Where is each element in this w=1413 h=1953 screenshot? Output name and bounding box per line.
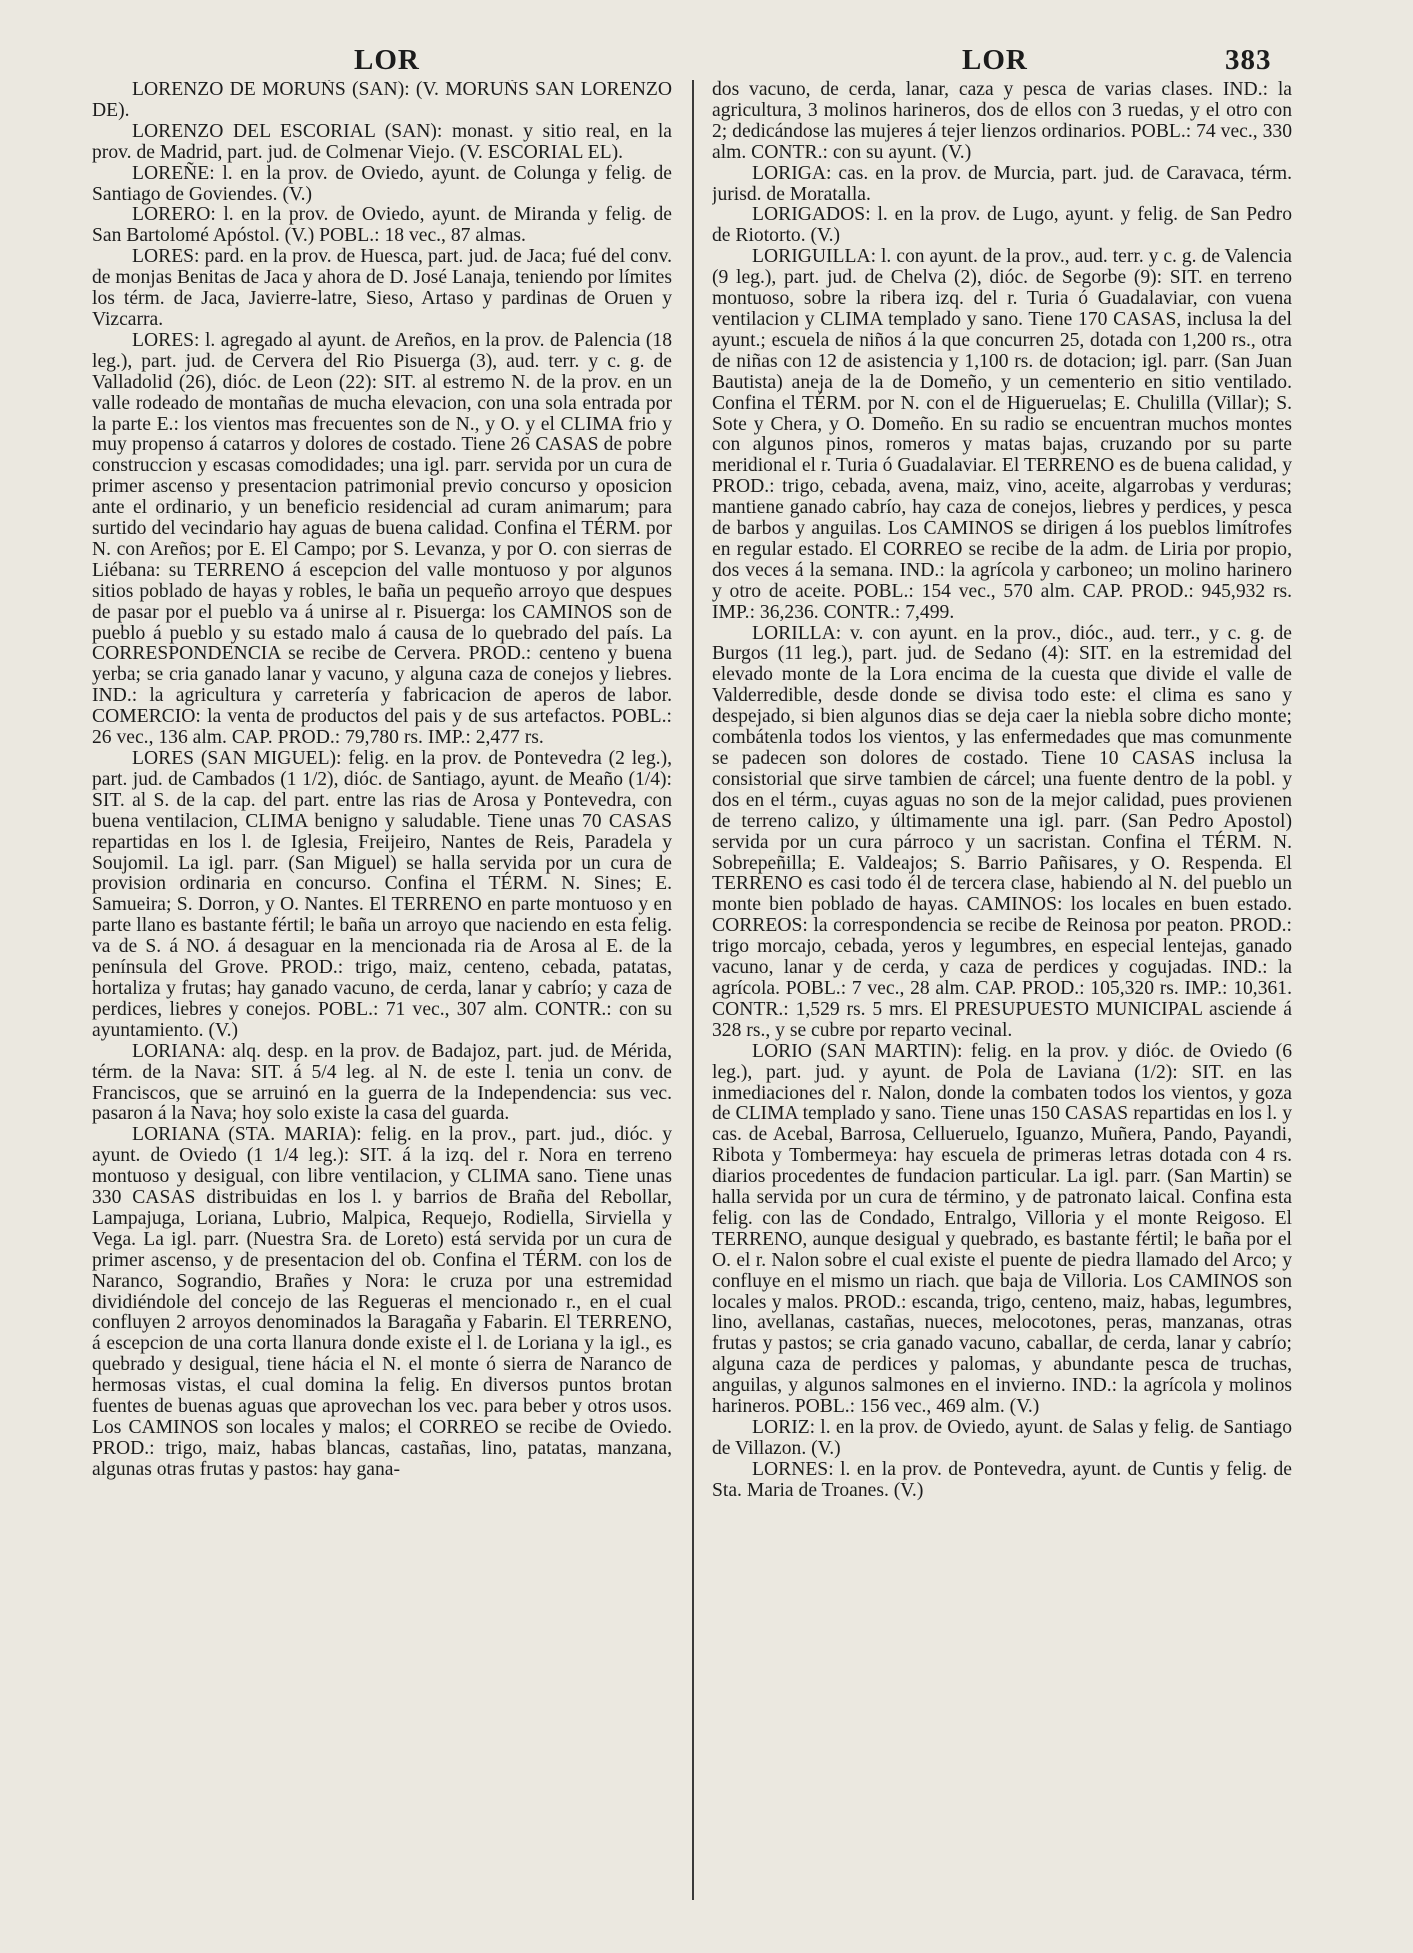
- entry-paragraph: LORIGA: cas. en la prov. de Murcia, part. jud. de Caravaca, térm. jurisd. de Moratalla.: [712, 162, 1292, 205]
- entry-paragraph: LORIANA: alq. desp. en la prov. de Badajoz, part. jud. de Mérida, térm. de la Nava: SIT. á 5/4 leg. al N. de este l. tenia un conv. de Franciscos, que se arruinó en la guerra de la Independencia: sus vec. pasaron á la Nava; hoy solo existe la casa del guarda.: [92, 1040, 672, 1125]
- entry-paragraph: LORES (SAN MIGUEL): felig. en la prov. de Pontevedra (2 leg.), part. jud. de Cambados (1 1/2), dióc. de Santiago, ayunt. de Meaño (1/4): SIT. al S. de la cap. del part. entre las rias de Arosa y Pontevedra, con buena ventilacion, CLIMA benigno y saludable. Tiene unas 70 CASAS repartidas en los l. de Iglesia, Freijeiro, Nantes de Reis, Paradela y Soujomil. La igl. parr. (San Miguel) se halla servida por un cura de provision ordinaria en concurso. Confina el TÉRM. N. Sines; E. Samueira; S. Dorron, y O. Nantes. El TERRENO en parte montuoso y en parte llano es bastante fértil; le baña un arroyo que naciendo en esta felig. va de S. á NO. á desaguar en la mencionada ria de Arosa al E. de la península del Grove. PROD.: trigo, maiz, centeno, cebada, patatas, hortaliza y frutas; hay ganado vacuno, de cerda, lanar y cabrío; y caza de perdices, liebres y conejos. POBL.: 71 vec., 307 alm. CONTR.: con su ayuntamiento. (V.): [92, 748, 672, 1041]
- entry-continuation: dos vacuno, de cerda, lanar, caza y pesca de varias clases. IND.: la agricultura, 3 molinos harineros, dos de ellos con 3 ruedas, y el otro con 2; dedicándose las mujeres á tejer lienzos ordinarios. POBL.: 74 vec., 330 alm. CONTR.: con su ayunt. (V.): [712, 80, 1292, 163]
- entry-paragraph: LORIO (SAN MARTIN): felig. en la prov. y dióc. de Oviedo (6 leg.), part. jud. y ayunt. de Pola de Laviana (1/2): SIT. en las inmediaciones del r. Nalon, donde la combaten todos los vientos, y goza de CLIMA templado y sano. Tiene unas 150 CASAS repartidas en los l. y cas. de Acebal, Barrosa, Cellueruelo, Iguanzo, Muñera, Pando, Payandi, Ribota y Tombermeya: hay escuela de primeras letras dotada con 4 rs. diarios procedentes de fundacion particular. La igl. parr. (San Martin) se halla servida por un cura de término, y de patronato laical. Confina esta felig. con las de Condado, Entralgo, Villoria y el monte Reigoso. El TERRENO, aunque desigual y quebrado, es bastante fértil; le baña por el O. el r. Nalon sobre el cual existe el puente de piedra llamado del Arco; y confluye en el mismo un riach. que baja de Villoria. Los CAMINOS son locales y malos. PROD.: escanda, trigo, centeno, maiz, habas, legumbres, lino, avellanas, castañas, nueces, melocotones, peras, manzanas, otras frutas y pastos; se cria ganado vacuno, caballar, de cerda, lanar y cabrío; alguna caza de perdices y palomas, y abundante pesca de truchas, anguilas, y algunos salmones en el invierno. IND.: la agrícola y molinos harineros. POBL.: 156 vec., 469 alm. (V.): [712, 1040, 1292, 1418]
- right-column: [712, 80, 1292, 1930]
- entry-paragraph: LORNES: l. en la prov. de Pontevedra, ayunt. de Cuntis y felig. de Sta. Maria de Troanes. (V.): [712, 1458, 1292, 1501]
- left-column: [92, 80, 672, 1930]
- entry-paragraph: LORIZ: l. en la prov. de Oviedo, ayunt. de Salas y felig. de Santiago de Villazon. (V.): [712, 1417, 1292, 1459]
- entry-paragraph: LORES: pard. en la prov. de Huesca, part. jud. de Jaca; fué del conv. de monjas Benitas de Jaca y ahora de D. José Lanaja, teniendo por límites los térm. de Jaca, Javierre-latre, Sieso, Artaso y pardinas de Oruen y Vizcarra.: [92, 246, 672, 330]
- entry-paragraph: LORES: l. agregado al ayunt. de Areños, en la prov. de Palencia (18 leg.), part. jud. de Cervera del Rio Pisuerga (3), aud. terr. y c. g. de Valladolid (26), dióc. de Leon (22): SIT. al estremo N. de la prov. en un valle rodeado de montañas de mucha elevacion, con una sola entrada por la parte E.: los vientos mas frecuentes son de N., y O. y el CLIMA frio y muy propenso á catarros y dolores de costado. Tiene 26 CASAS de pobre construccion y escasas comodidades; una igl. parr. servida por un cura de primer ascenso y presentacion patrimonial previo concurso y oposicion ante el ordinario, y un beneficio residencial ad curam animarum; para surtido del vecindario hay aguas de buena calidad. Confina el TÉRM. por N. con Areños; por E. El Campo; por S. Levanza, y por O. con sierras de Liébana: su TERRENO á escepcion del valle montuoso y por algunos sitios poblado de hayas y robles, le baña un pequeño arroyo que despues de pasar por el pueblo va á unirse al r. Pisuerga: los CAMINOS son de pueblo á pueblo y su estado malo á causa de lo quebrado del país. La CORRESPONDENCIA se recibe de Cervera. PROD.: centeno y buena yerba; se cria ganado lanar y vacuno, y alguna caza de conejos y liebres. IND.: la agricultura y carretería y fabricacion de aperos de labor. COMERCIO: la venta de productos del pais y de sus artefactos. POBL.: 26 vec., 136 alm. CAP. PROD.: 79,780 rs. IMP.: 2,477 rs.: [92, 329, 672, 749]
- entry-paragraph: LORERO: l. en la prov. de Oviedo, ayunt. de Miranda y felig. de San Bartolomé Apóstol. (V.) POBL.: 18 vec., 87 almas.: [92, 204, 672, 247]
- running-head-left: LOR: [354, 44, 420, 76]
- entry-paragraph: LORENZO DE MORUÑS (SAN): (V. MORUÑS SAN LORENZO DE).: [92, 80, 672, 121]
- running-head-center: LOR: [962, 44, 1028, 76]
- entry-paragraph: LORILLA: v. con ayunt. en la prov., dióc., aud. terr., y c. g. de Burgos (11 leg.), part. jud. de Sedano (4): SIT. en la estremidad del elevado monte de la Lora encima de la cuesta que divide el valle de Valderredible, desde donde se divisa todo este: el clima es sano y despejado, si bien algunos dias se deja caer la niebla sobre dicho monte; combátenla todos los vientos, y las enfermedades que mas comunmente se padecen son dolores de costado. Tiene 10 CASAS inclusa la consistorial que sirve tambien de cárcel; una fuente dentro de la pobl. y dos en el térm., cuyas aguas no son de la mejor calidad, pues provienen de terreno calizo, y últimamente una igl. parr. (San Pedro Apostol) servida por un cura párroco y un sacristan. Confina el TÉRM. N. Sobrepeñilla; E. Valdeajos; S. Barrio Pañisares, y O. Respenda. El TERRENO es casi todo él de tercera clase, habiendo al N. del pueblo un monte bien poblado de hayas. CAMINOS: los locales en buen estado. CORREOS: la correspondencia se recibe de Reinosa por peaton. PROD.: trigo morcajo, cebada, yeros y legumbres, en especial lentejas, ganado vacuno, lanar y de cerda, y caza de perdices y cogujadas. IND.: la agrícola. POBL.: 7 vec., 28 alm. CAP. PROD.: 105,320 rs. IMP.: 10,361. CONTR.: 1,529 rs. 5 mrs. El PRESUPUESTO MUNICIPAL asciende á 328 rs., y se cubre por reparto vecinal.: [712, 622, 1292, 1041]
- entry-paragraph: LORENZO DEL ESCORIAL (SAN): monast. y sitio real, en la prov. de Madrid, part. jud. de Colmenar Viejo. (V. ESCORIAL EL).: [92, 120, 672, 163]
- entry-paragraph: LOREÑE: l. en la prov. de Oviedo, ayunt. de Colunga y felig. de Santiago de Goviendes. (V.): [92, 162, 672, 205]
- entry-paragraph: LORIGUILLA: l. con ayunt. de la prov., aud. terr. y c. g. de Valencia (9 leg.), part. jud. de Chelva (2), dióc. de Segorbe (9): SIT. en terreno montuoso, sobre la ribera izq. del r. Turia ó Guadalaviar, con vuena ventilacion y CLIMA templado y sano. Tiene 170 CASAS, inclusa la del ayunt.; escuela de niños á la que concurren 25, dotada con 1,200 rs., otra de niñas con 12 de asistencia y 1,100 rs. de dotacion; igl. parr. (San Juan Bautista) aneja de la de Domeño, y un cementerio en sitio ventilado. Confina el TÉRM. por N. con el de Higueruelas; E. Chulilla (Villar); S. Sote y Chera, y O. Domeño. En su radio se encuentran muchos montes con algunos pinos, romeros y matas bajas, cruzando por su parte meridional el r. Turia ó Guadalaviar. El TERRENO es de buena calidad, y PROD.: trigo, cebada, avena, maiz, vino, aceite, algarrobas y verduras; mantiene ganado cabrío, hay caza de conejos, liebres y perdices, y pesca de barbos y anguilas. Los CAMINOS se dirigen á los pueblos limítrofes en regular estado. El CORREO se recibe de la adm. de Liria por propio, dos veces á la semana. IND.: la agrícola y carboneo; un molino harinero y otro de aceite. POBL.: 154 vec., 570 alm. CAP. PROD.: 945,932 rs. IMP.: 36,236. CONTR.: 7,499.: [712, 246, 1292, 623]
- entry-paragraph: LORIANA (STA. MARIA): felig. en la prov., part. jud., dióc. y ayunt. de Oviedo (1 1/4 leg.): SIT. á la izq. del r. Nora en terreno montuoso y desigual, con libre ventilacion, y CLIMA sano. Tiene unas 330 CASAS distribuidas en los l. y barrios de Braña del Rebollar, Lampajuga, Loriana, Lubrio, Malpica, Requejo, Rodiella, Sirviella y Vega. La igl. parr. (Nuestra Sra. de Loreto) está servida por un cura de primer ascenso, y de presentacion del ob. Confina el TÉRM. con los de Naranco, Sograndio, Brañes y Nora: le cruza por una estremidad dividiéndole del concejo de las Regueras el mencionado r., en el cual confluyen 2 arroyos denominados la Baragaña y Fabarin. El TERRENO, á escepcion de una corta llanura donde existe el l. de Loriana y la igl., es quebrado y desigual, tiene hácia el N. el monte ó sierra de Naranco de hermosas vistas, el cual domina la felig. En diversos puntos brotan fuentes de buenas aguas que aprovechan los vec. para beber y otros usos. Los CAMINOS son locales y malos; el CORREO se recibe de Oviedo. PROD.: trigo, maiz, habas blancas, castañas, lino, patatas, manzana, algunas otras frutas y pastos: hay gana-: [92, 1124, 672, 1480]
- page-number: 383: [1225, 44, 1272, 76]
- entry-paragraph: LORIGADOS: l. en la prov. de Lugo, ayunt. y felig. de San Pedro de Riotorto. (V.): [712, 204, 1292, 247]
- column-divider: [692, 80, 694, 1900]
